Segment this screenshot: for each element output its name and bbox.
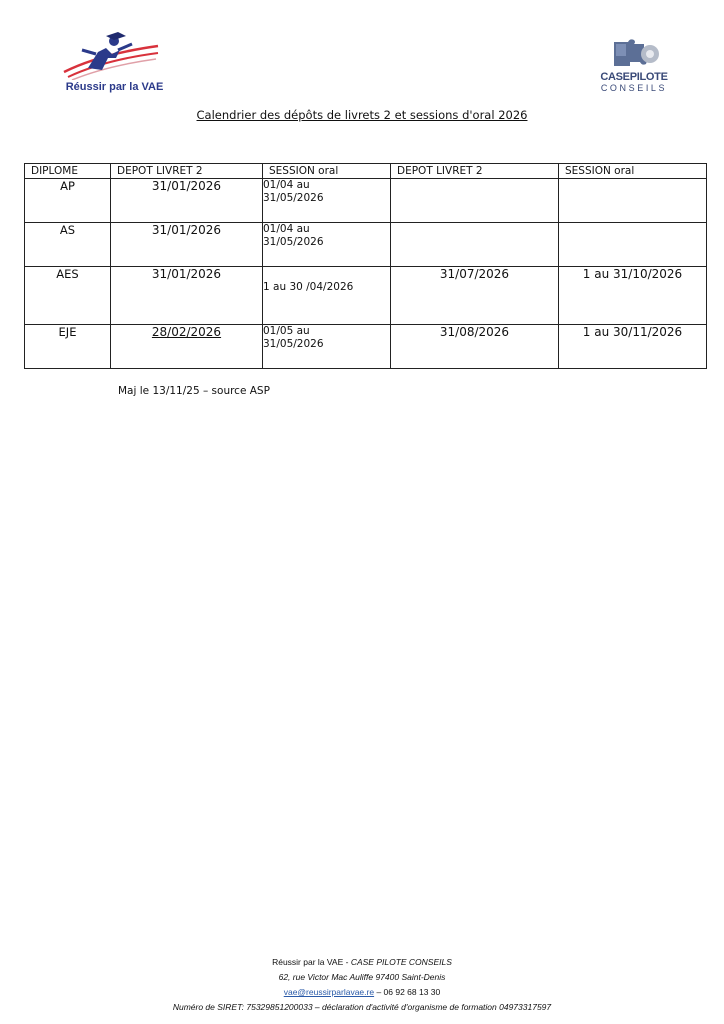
session1-line1: 01/04 au: [263, 223, 310, 235]
header-depot-livret-1: DEPOT LIVRET 2: [111, 164, 263, 179]
cell-depot1: [111, 325, 263, 369]
table-row: [25, 223, 707, 267]
session1-line1: 01/04 au: [263, 179, 310, 191]
cell-session1: [263, 267, 391, 325]
session1-line2: 31/05/2026: [263, 338, 324, 350]
cell-session1: [263, 325, 391, 369]
footer: [0, 955, 724, 1015]
footer-line1-b: CASE PILOTE CONSEILS: [350, 957, 452, 967]
cell-session1: [263, 179, 391, 223]
session1-line2: 31/05/2026: [263, 192, 324, 204]
logo-right-bottom: CONSEILS: [600, 83, 668, 93]
cell-depot1-text: 28/02/2026: [151, 325, 222, 339]
cell-depot2: [391, 223, 559, 267]
cell-depot2: [391, 179, 559, 223]
footer-line1: [0, 955, 724, 970]
cell-session2: [559, 223, 707, 267]
footer-phone: – 06 92 68 13 30: [374, 987, 441, 997]
header-diplome: DIPLOME: [25, 164, 111, 179]
cell-diplome: EJE: [25, 325, 111, 369]
puzzle-gear-icon: [604, 36, 664, 70]
cell-session2: 1 au 31/10/2026: [559, 267, 707, 325]
footer-email-link[interactable]: vae@reussirparlavae.re: [283, 987, 375, 997]
header-depot-livret-2: DEPOT LIVRET 2: [391, 164, 559, 179]
calendar-table: [24, 163, 707, 369]
reussir-vae-logo: [48, 28, 168, 98]
table-row: [25, 267, 707, 325]
footer-line1-a: Réussir par la VAE -: [272, 957, 351, 967]
cell-depot1: 31/01/2026: [111, 267, 263, 325]
logo-right-top: CASEPILOTE: [600, 71, 668, 83]
table-row: [25, 325, 707, 369]
cell-depot2: 31/08/2026: [391, 325, 559, 369]
cell-diplome: AS: [25, 223, 111, 267]
header-session-oral-2: SESSION oral: [559, 164, 707, 179]
cell-depot2: 31/07/2026: [391, 267, 559, 325]
session1-line1: 01/05 au: [263, 325, 310, 337]
cell-session1: [263, 223, 391, 267]
table-header-row: [25, 164, 707, 179]
logo-left-text: Réussir par la VAE: [65, 81, 164, 93]
cell-session2: 1 au 30/11/2026: [559, 325, 707, 369]
session1-line1: 1 au 30 /04/2026: [263, 281, 354, 293]
cell-session2: [559, 179, 707, 223]
cell-depot1: 31/01/2026: [111, 223, 263, 267]
cell-depot1: 31/01/2026: [111, 179, 263, 223]
cell-diplome: AP: [25, 179, 111, 223]
graduate-runner-icon: [60, 28, 160, 80]
case-pilote-logo: [584, 36, 684, 98]
table-row: [25, 179, 707, 223]
footer-siret: Numéro de SIRET: 75329851200033 – déclaration d'activité d'organisme de formation 04973317597: [172, 1002, 552, 1012]
header-session-oral-1: SESSION oral: [263, 164, 391, 179]
cell-diplome: AES: [25, 267, 111, 325]
update-note: Maj le 13/11/25 – source ASP: [118, 385, 270, 397]
footer-contact: [0, 985, 724, 1000]
footer-address: 62, rue Victor Mac Auliffe 97400 Saint-Denis: [278, 972, 446, 982]
page-title: Calendrier des dépôts de livrets 2 et sessions d'oral 2026: [196, 108, 528, 122]
session1-line2: 31/05/2026: [263, 236, 324, 248]
